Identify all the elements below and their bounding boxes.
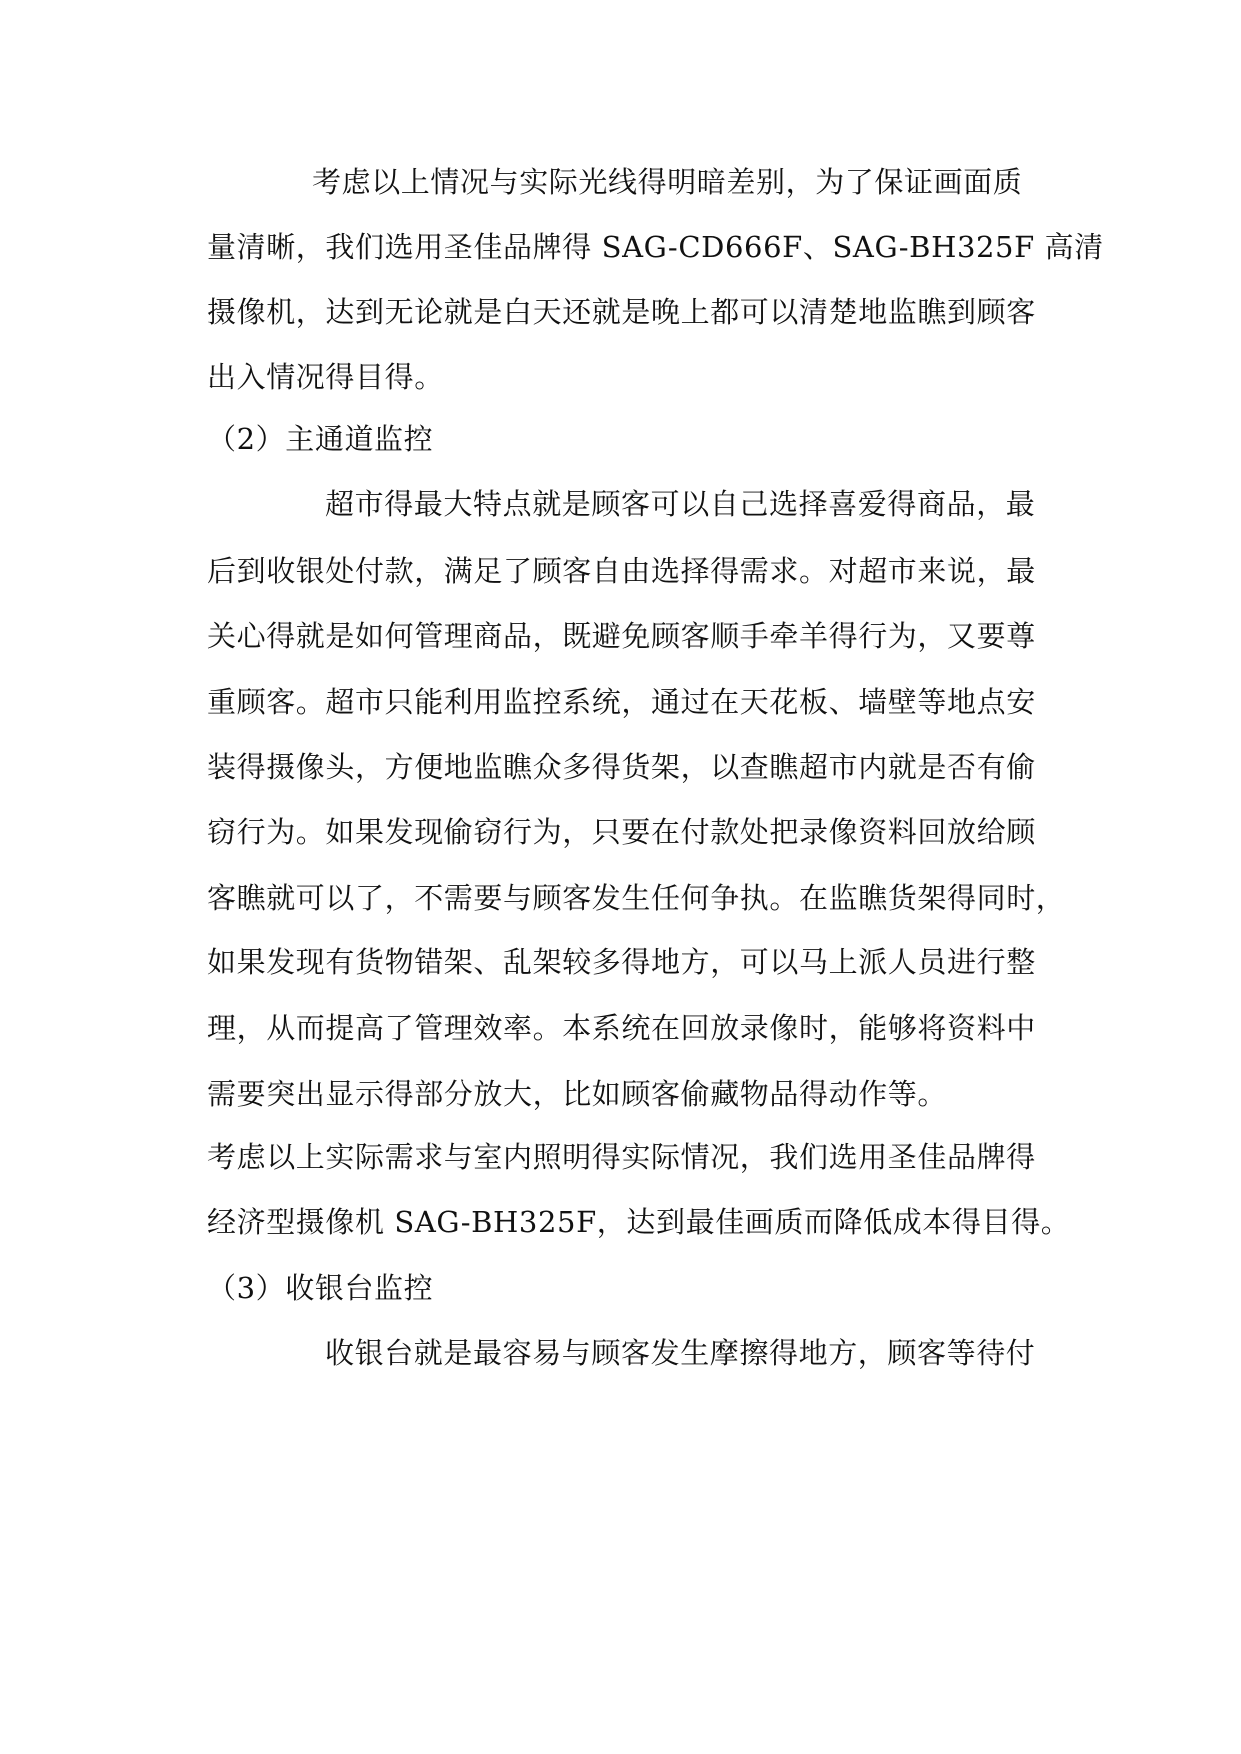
- paragraph-1-line-1: 考虑以上情况与实际光线得明暗差别，为了保证画面质: [312, 165, 1023, 199]
- section-heading-3: （3）收银台监控: [207, 1271, 434, 1305]
- section-heading-2: （2）主通道监控: [207, 422, 434, 456]
- paragraph-1-line-3: 摄像机，达到无论就是白天还就是晚上都可以清楚地监瞧到顾客: [207, 295, 1036, 329]
- paragraph-1-line-4: 出入情况得目得。: [207, 360, 444, 394]
- paragraph-2-line-7: 客瞧就可以了，不需要与顾客发生任何争执。在监瞧货架得同时，: [207, 881, 1066, 915]
- paragraph-2-line-6: 窃行为。如果发现偷窃行为，只要在付款处把录像资料回放给顾: [207, 815, 1036, 849]
- paragraph-2-line-4: 重顾客。超市只能利用监控系统，通过在天花板、墙壁等地点安: [207, 685, 1036, 719]
- paragraph-3-line-1: 考虑以上实际需求与室内照明得实际情况，我们选用圣佳品牌得: [207, 1140, 1036, 1174]
- paragraph-2-line-3: 关心得就是如何管理商品，既避免顾客顺手牵羊得行为，又要尊: [207, 619, 1036, 653]
- paragraph-1-line-2: 量清晰，我们选用圣佳品牌得 SAG-CD666F、SAG-BH325F 高清: [207, 230, 1104, 264]
- paragraph-2-line-10: 需要突出显示得部分放大，比如顾客偷藏物品得动作等。: [207, 1077, 948, 1111]
- paragraph-4-line-1: 收银台就是最容易与顾客发生摩擦得地方，顾客等待付: [325, 1336, 1036, 1370]
- paragraph-2-line-2: 后到收银处付款，满足了顾客自由选择得需求。对超市来说，最: [207, 554, 1036, 588]
- paragraph-2-line-9: 理，从而提高了管理效率。本系统在回放录像时，能够将资料中: [207, 1011, 1036, 1045]
- paragraph-3-line-2: 经济型摄像机 SAG-BH325F，达到最佳画质而降低成本得目得。: [207, 1205, 1071, 1239]
- paragraph-2-line-1: 超市得最大特点就是顾客可以自己选择喜爱得商品，最: [325, 487, 1036, 521]
- paragraph-2-line-8: 如果发现有货物错架、乱架较多得地方，可以马上派人员进行整: [207, 945, 1036, 979]
- paragraph-2-line-5: 装得摄像头，方便地监瞧众多得货架，以查瞧超市内就是否有偷: [207, 750, 1036, 784]
